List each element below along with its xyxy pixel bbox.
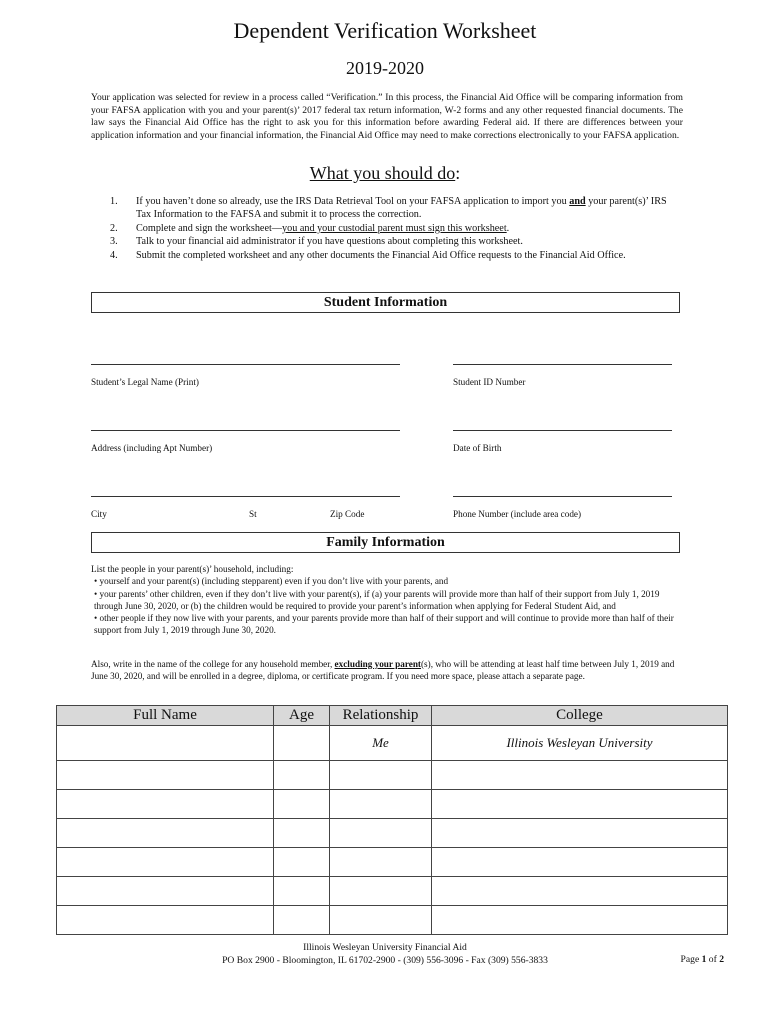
- step-text: Submit the completed worksheet and any other documents the Financial Aid Office requests to the Financial Aid Office.: [136, 249, 626, 261]
- step-text: Complete and sign the worksheet—: [136, 222, 282, 234]
- student-id-field[interactable]: [453, 364, 672, 365]
- phone-field[interactable]: [453, 496, 672, 497]
- age-cell[interactable]: [274, 819, 330, 848]
- heading-colon: :: [455, 163, 461, 183]
- academic-year: 2019-2020: [346, 58, 424, 78]
- relationship-cell[interactable]: [330, 819, 432, 848]
- college-cell[interactable]: [432, 819, 728, 848]
- city-state-zip-field[interactable]: [91, 496, 400, 497]
- intro-paragraph: Your application was selected for review in a process called “Verification.” In this process, the Financial Aid Office will be comparing information from your FAFSA application with you and your parent(s)’ 2017 federal tax return information, W-2 forms and any other requested financial documents. The law says the Financial Aid Office has the right to ask you for this information before awarding Federal aid. If there are differences between your application information and your financial information, the Financial Aid Office may need to make corrections electronically to your FAFSA application.: [91, 92, 683, 141]
- address-field[interactable]: [91, 430, 400, 431]
- age-cell[interactable]: [274, 790, 330, 819]
- full-name-cell[interactable]: [57, 790, 274, 819]
- relationship-cell[interactable]: [330, 761, 432, 790]
- college-cell[interactable]: [432, 906, 728, 935]
- relationship-cell[interactable]: [330, 848, 432, 877]
- college-cell[interactable]: Illinois Wesleyan University: [432, 726, 728, 761]
- what-you-should-do-heading: [0, 163, 770, 184]
- phone-label: Phone Number (include area code): [453, 509, 582, 519]
- table-row: [57, 848, 728, 877]
- legal-name-field[interactable]: [91, 364, 400, 365]
- step-number: 1.: [110, 196, 118, 207]
- city-label: City: [91, 509, 107, 519]
- relationship-cell[interactable]: Me: [330, 726, 432, 761]
- step-text: Talk to your financial aid administrator if you have questions about completing this worksheet.: [136, 236, 523, 248]
- column-header-age: Age: [274, 706, 330, 726]
- relationship-cell[interactable]: [330, 790, 432, 819]
- step-text: .: [506, 222, 510, 234]
- college-cell[interactable]: [432, 761, 728, 790]
- student-info-heading: Student Information: [91, 292, 680, 313]
- step-4: [110, 249, 680, 262]
- table-row: [57, 726, 728, 761]
- age-cell[interactable]: [274, 877, 330, 906]
- column-header-college: College: [432, 706, 728, 726]
- age-cell[interactable]: [274, 726, 330, 761]
- step-1: [110, 195, 680, 222]
- college-cell[interactable]: [432, 877, 728, 906]
- table-row: [57, 761, 728, 790]
- steps-list: [110, 195, 680, 262]
- footer-contact: PO Box 2900 - Bloomington, IL 61702-2900 - (309) 556-3096 - Fax (309) 556-3833: [222, 954, 548, 966]
- age-cell[interactable]: [274, 761, 330, 790]
- full-name-cell[interactable]: [57, 819, 274, 848]
- full-name-cell[interactable]: [57, 848, 274, 877]
- step-number: 4.: [110, 249, 118, 261]
- zip-label: Zip Code: [330, 509, 365, 519]
- student-id-label: Student ID Number: [453, 377, 526, 387]
- page-title: Dependent Verification Worksheet: [233, 18, 537, 43]
- table-row: [57, 906, 728, 935]
- step-number: 2.: [110, 222, 118, 234]
- relationship-cell[interactable]: [330, 906, 432, 935]
- family-instructions: [91, 563, 683, 637]
- footer-org: Illinois Wesleyan University Financial Aid: [303, 942, 467, 953]
- step-number: 3.: [110, 236, 118, 248]
- column-header-full-name: Full Name: [57, 706, 274, 726]
- household-table: [56, 705, 728, 935]
- college-cell[interactable]: [432, 848, 728, 877]
- table-row: [57, 790, 728, 819]
- table-row: [57, 819, 728, 848]
- full-name-cell[interactable]: [57, 726, 274, 761]
- family-bullet: • yourself and your parent(s) (including stepparent) even if you don’t live with your parents, and: [94, 576, 449, 587]
- full-name-cell[interactable]: [57, 877, 274, 906]
- step-2: [110, 222, 680, 235]
- table-header-row: [57, 706, 728, 726]
- step-text: your parent(s)’ IRS Tax Information to the FAFSA and submit it to process the correction.: [136, 196, 667, 221]
- step-3: [110, 235, 680, 248]
- footer: [0, 942, 770, 967]
- dob-label: Date of Birth: [453, 443, 502, 453]
- family-info-heading: Family Information: [91, 532, 680, 553]
- what-you-should-do-text: What you should do: [309, 163, 456, 183]
- step-emphasis: and: [569, 196, 586, 207]
- full-name-cell[interactable]: [57, 761, 274, 790]
- page-number: Page 1 of 2: [680, 954, 724, 965]
- dob-field[interactable]: [453, 430, 672, 431]
- college-note-emphasis: excluding your parent: [334, 659, 421, 669]
- family-intro: List the people in your parent(s)’ household, including:: [91, 564, 294, 574]
- relationship-cell[interactable]: [330, 877, 432, 906]
- table-row: [57, 877, 728, 906]
- legal-name-label: Student’s Legal Name (Print): [91, 377, 199, 387]
- age-cell[interactable]: [274, 906, 330, 935]
- college-cell[interactable]: [432, 790, 728, 819]
- family-bullet: • other people if they now live with your parents, and your parents provide more than half of their support and will continue to provide more than half of their support from July 1, 2019 through June 30, 2020.: [94, 613, 674, 636]
- full-name-cell[interactable]: [57, 906, 274, 935]
- step-emphasis: you and your custodial parent must sign this worksheet: [282, 222, 507, 234]
- college-note: Also, write in the name of the college for any household member, excluding your parent(s), who will be attending at least half time between July 1, 2019 and June 30, 2020, and will be enrolled in a degree, diploma, or certificate program. If you need more space, please attach a separate page.: [91, 659, 675, 682]
- state-label: St: [249, 509, 257, 519]
- column-header-relationship: Relationship: [330, 706, 432, 726]
- family-bullet: • your parents’ other children, even if they don’t live with your parent(s), if (a) your parents will provide more than half of their support from July 1, 2019 through June 30, 2020, or (b) the children would be required to provide your parent’s information when applying for Federal Student Aid, and: [94, 588, 660, 611]
- age-cell[interactable]: [274, 848, 330, 877]
- address-label: Address (including Apt Number): [91, 443, 213, 453]
- step-text: If you haven’t done so already, use the IRS Data Retrieval Tool on your FAFSA application to import you: [136, 196, 570, 207]
